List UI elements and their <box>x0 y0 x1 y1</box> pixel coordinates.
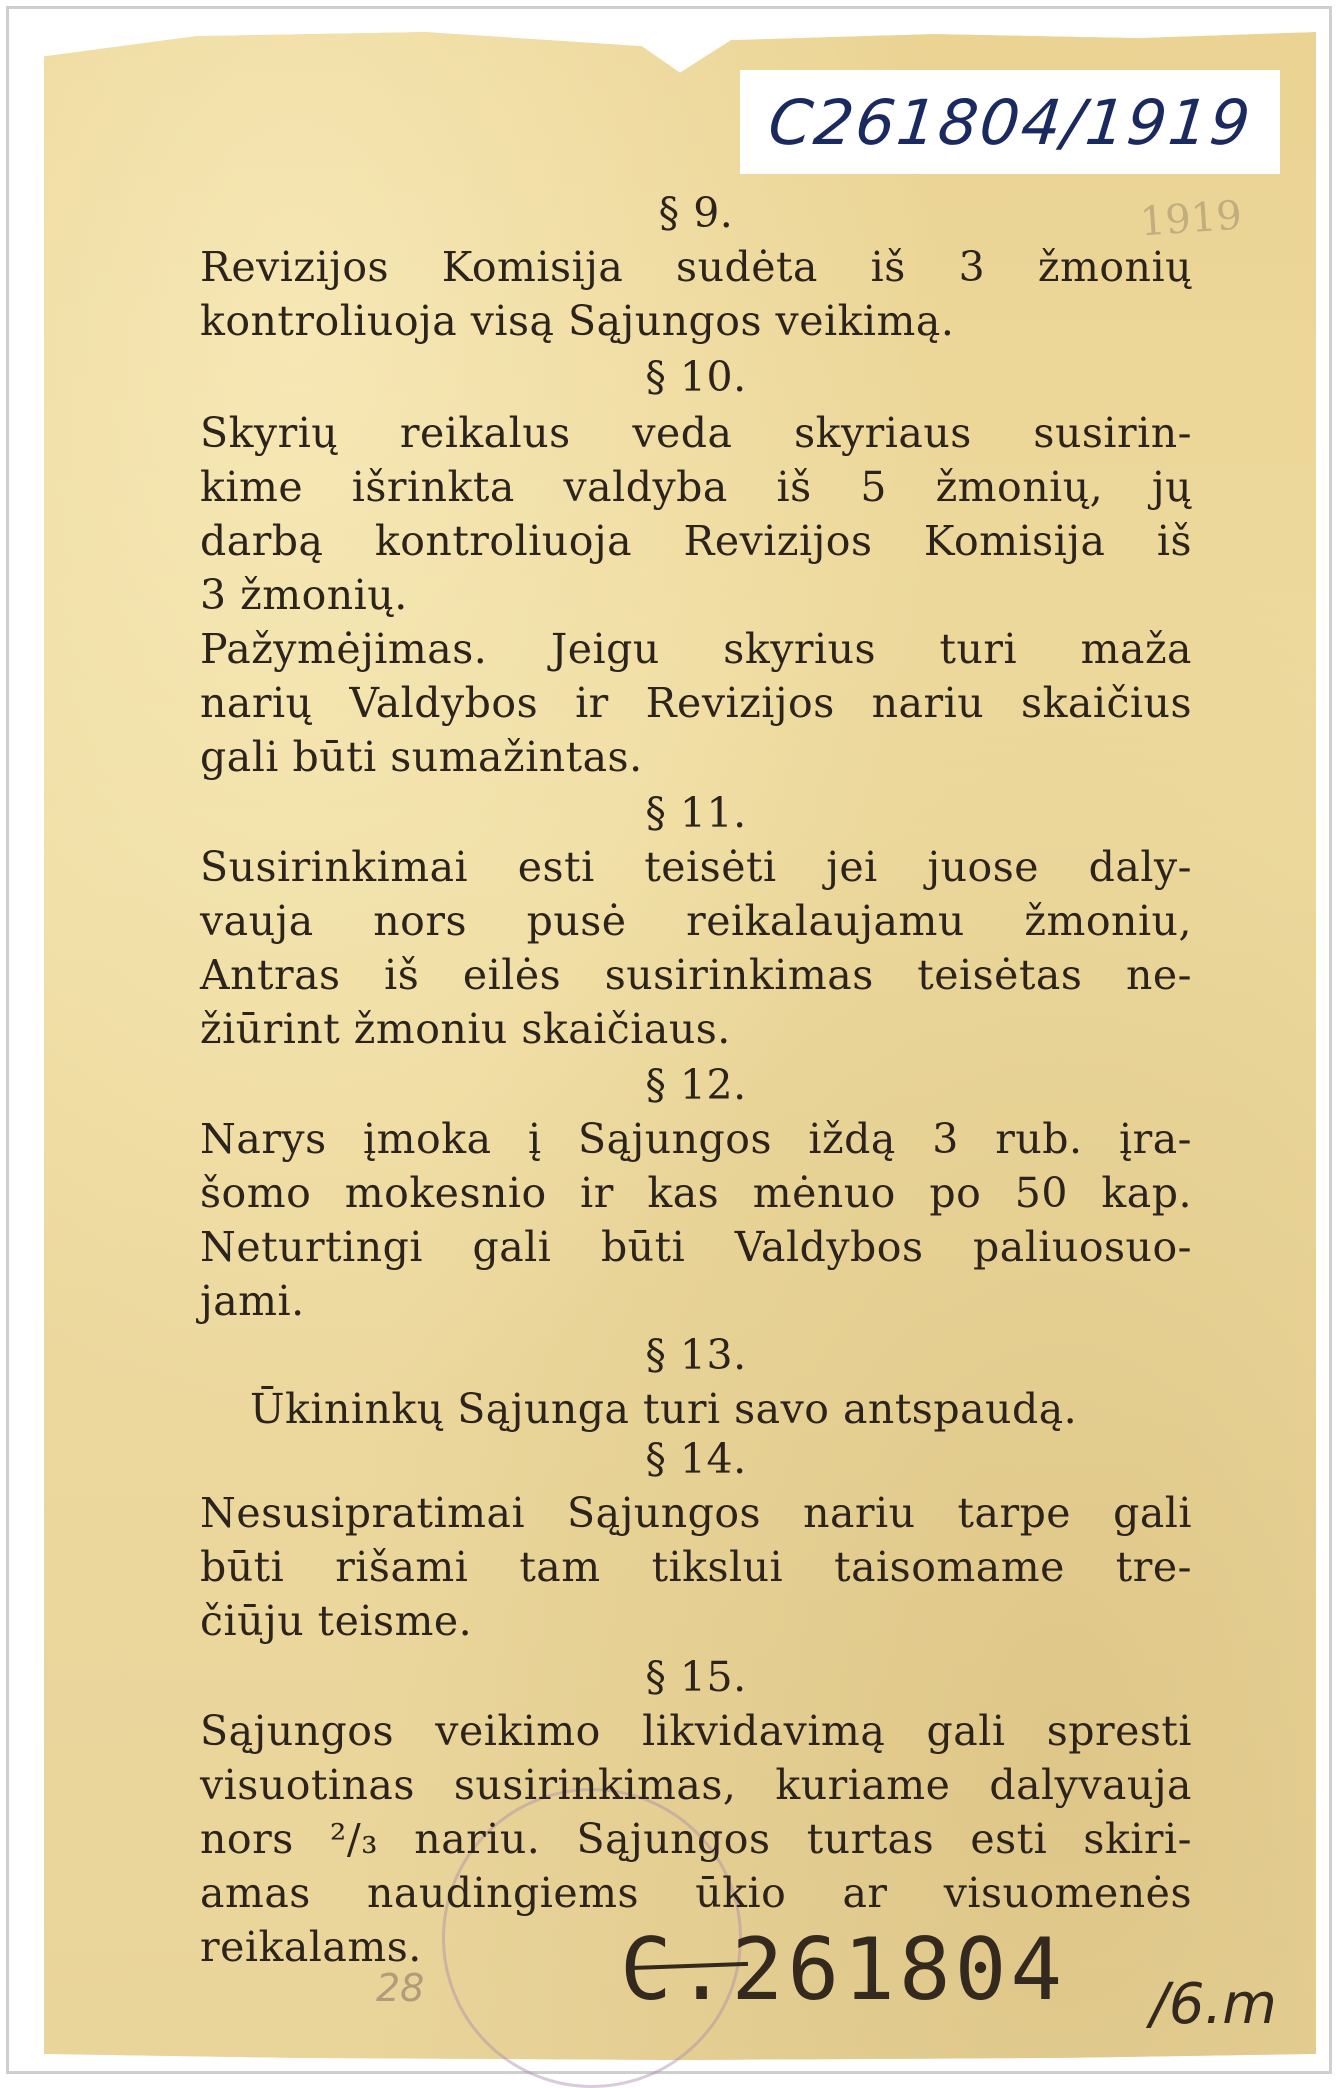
text-line: Antras iš eilės susirinkimas teisėtas ne- <box>200 951 1192 999</box>
text-line: Susirinkimai esti teisėti jei juose daly- <box>200 843 1192 891</box>
text-line: jami. <box>200 1277 305 1325</box>
text-line: Sąjungos veikimo likvidavimą gali spresti <box>200 1707 1192 1755</box>
text-line: 3 žmonių. <box>200 571 408 619</box>
text-line: nors ²/₃ nariu. Sąjungos turtas esti skiri- <box>200 1815 1192 1863</box>
text-line: reikalams. <box>200 1923 422 1971</box>
inventory-suffix: /6.m <box>1150 1972 1277 2037</box>
section-heading: § 10. <box>645 353 747 401</box>
text-line: Pažymėjimas. Jeigu skyrius turi maža <box>200 625 1192 673</box>
text-line: amas naudingiems ūkio ar visuomenės <box>200 1869 1192 1917</box>
text-line: būti rišami tam tikslui taisomame tre- <box>200 1543 1192 1591</box>
text-line: žiūrint žmoniu skaičiaus. <box>200 1005 731 1053</box>
text-line: Revizijos Komisija sudėta iš 3 žmonių <box>200 243 1192 291</box>
text-line: kontroliuoja visą Sąjungos veikimą. <box>200 297 955 345</box>
text-line: šomo mokesnio ir kas mėnuo po 50 kap. <box>200 1169 1192 1217</box>
text-line: Nesusipratimai Sąjungos nariu tarpe gali <box>200 1489 1192 1537</box>
section-heading: § 13. <box>645 1331 747 1379</box>
text-line: vauja nors pusė reikalaujamu žmoniu, <box>200 897 1192 945</box>
text-line: Skyrių reikalus veda skyriaus susirin- <box>200 409 1192 457</box>
text-line: Narys įmoka į Sąjungos iždą 3 rub. įra- <box>200 1115 1192 1163</box>
text-line: kime išrinkta valdyba iš 5 žmonių, jų <box>200 463 1192 511</box>
text-line: čiūju teisme. <box>200 1597 473 1645</box>
section-heading: § 9. <box>658 189 734 237</box>
text-line: darbą kontroliuoja Revizijos Komisija iš <box>200 517 1192 565</box>
text-line: Neturtingi gali būti Valdybos paliuosuo- <box>200 1223 1192 1271</box>
section-heading: § 15. <box>645 1653 747 1701</box>
text-line: gali būti sumažintas. <box>200 733 643 781</box>
text-line: narių Valdybos ir Revizijos nariu skaičius <box>200 679 1192 727</box>
faint-year-stamp: 1919 <box>1138 192 1244 246</box>
inventory-number: C.261804 <box>620 1920 1067 2020</box>
text-line: visuotinas susirinkimas, kuriame dalyvauja <box>200 1761 1192 1809</box>
text-line: Ūkininkų Sąjunga turi savo antspaudą. <box>250 1385 1078 1433</box>
section-heading: § 14. <box>645 1435 747 1483</box>
pencil-mark: 28 <box>376 1966 425 2010</box>
section-heading: § 12. <box>645 1061 747 1109</box>
section-heading: § 11. <box>645 789 747 837</box>
archive-label: C261804/1919 <box>764 85 1256 159</box>
